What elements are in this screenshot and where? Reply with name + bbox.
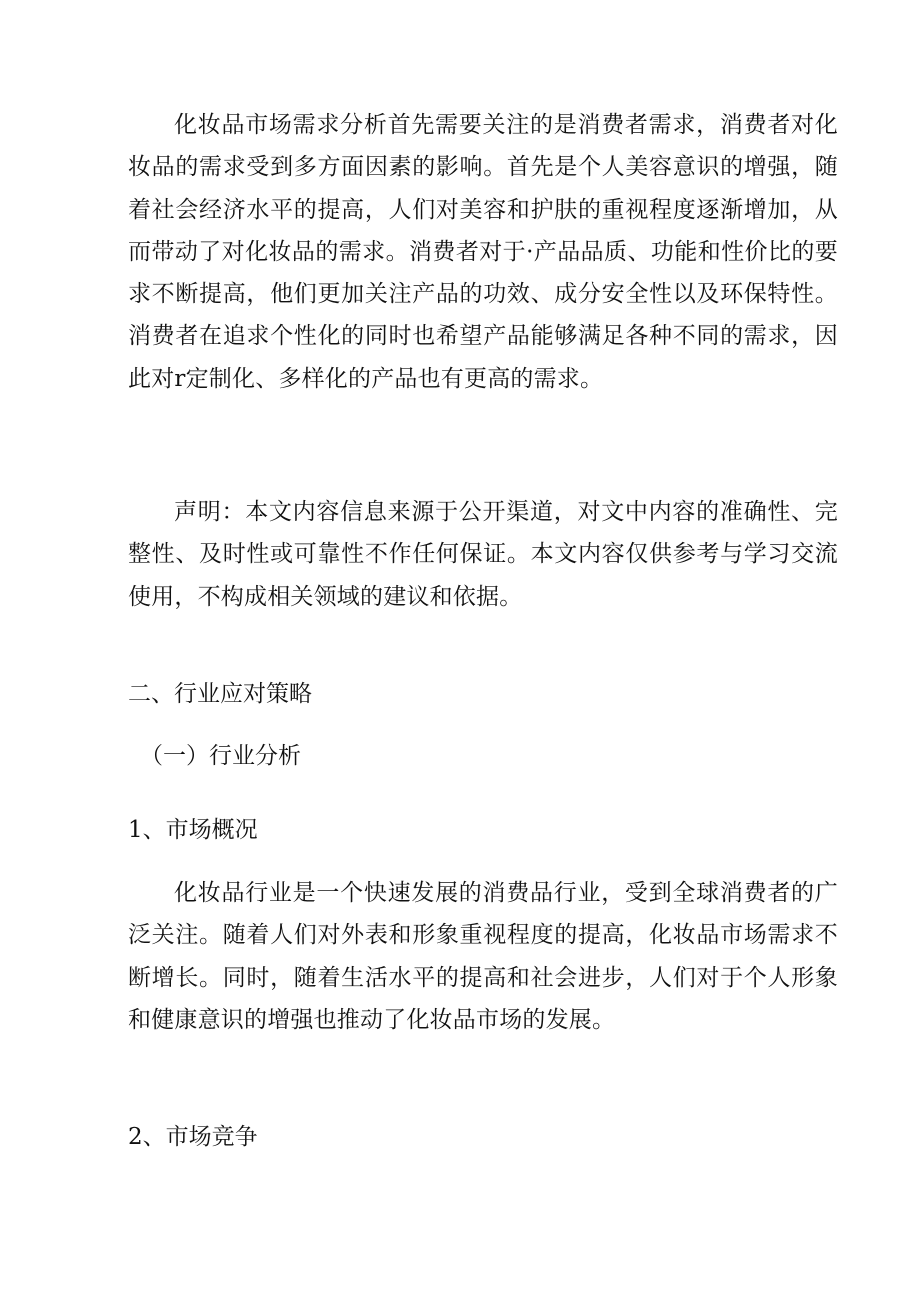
disclaimer-paragraph: 声明：本文内容信息来源于公开渠道，对文中内容的准确性、完整性、及时性或可靠性不作任何保证。本文内容仅供参考与学习交流使用，不构成相关领域的建议和依据。 (128, 499, 838, 610)
market-overview-paragraph: 化妆品行业是一个快速发展的消费品行业，受到全球消费者的广泛关注。随着人们对外表和形象重视程度的提高，化妆品市场需求不断增长。同时，随着生活水平的提高和社会进步，人们对于个人形象和健康意识的增强也推动了化妆品市场的发展。 (128, 880, 838, 1033)
demand-analysis-block (128, 104, 838, 400)
subsection-heading-industry-analysis: （一）行业分析 (140, 743, 301, 769)
item-heading-market-competition: 2、市场竞争 (128, 1124, 258, 1150)
item-heading-market-overview: 1、市场概况 (128, 817, 258, 843)
section-heading-industry-strategy: 二、行业应对策略 (128, 681, 312, 707)
disclaimer-block (128, 491, 838, 618)
market-overview-block (128, 872, 838, 1041)
demand-analysis-paragraph: 化妆品市场需求分析首先需要关注的是消费者需求，消费者对化妆品的需求受到多方面因素的影响。首先是个人美容意识的增强，随着社会经济水平的提高，人们对美容和护肤的重视程度逐渐增加，从而带动了对化妆品的需求。消费者对于·产品品质、功能和性价比的要求不断提高，他们更加关注产品的功效、成分安全性以及环保特性。消费者在追求个性化的同时也希望产品能够满足各种不同的需求，因此对r定制化、多样化的产品也有更高的需求。 (128, 112, 838, 392)
